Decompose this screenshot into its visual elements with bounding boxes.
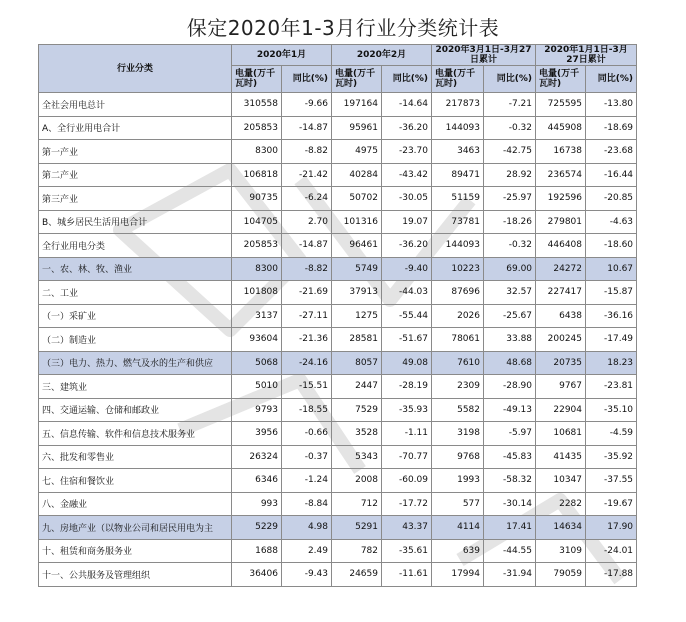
ratio-cell: -8.84 [282,492,332,516]
power-cell: 24659 [332,563,382,587]
power-cell: 5749 [332,257,382,281]
table-row [39,492,637,516]
industry-statistics-table [38,44,637,587]
table-row [39,539,637,563]
power-cell: 5068 [232,351,282,375]
ratio-subheader: 同比(%) [282,66,332,93]
power-cell: 993 [232,492,282,516]
ratio-cell: 2.70 [282,210,332,234]
category-cell: （三）电力、热力、燃气及水的生产和供应 [39,351,232,375]
ratio-cell: -1.11 [382,422,432,446]
power-cell: 4975 [332,140,382,164]
group-header-cumulative: 2020年1月1日-3月27日累计 [536,45,637,66]
ratio-cell: -35.61 [382,539,432,563]
power-cell: 5343 [332,445,382,469]
category-cell: 一、农、林、牧、渔业 [39,257,232,281]
ratio-cell: -18.69 [586,116,637,140]
ratio-cell: 17.90 [586,516,637,540]
power-cell: 577 [432,492,484,516]
power-cell: 310558 [232,93,282,117]
category-cell: 第一产业 [39,140,232,164]
ratio-cell: -23.70 [382,140,432,164]
ratio-cell: -20.85 [586,187,637,211]
table-body [39,93,637,587]
ratio-cell: 28.92 [484,163,536,187]
ratio-cell: -25.97 [484,187,536,211]
power-cell: 217873 [432,93,484,117]
power-cell: 8057 [332,351,382,375]
power-subheader: 电量(万千瓦时) [232,66,282,93]
ratio-cell: -11.61 [382,563,432,587]
category-cell: 四、交通运输、仓储和邮政业 [39,398,232,422]
power-cell: 3463 [432,140,484,164]
category-cell: 第三产业 [39,187,232,211]
category-header: 行业分类 [39,45,232,93]
power-cell: 79059 [536,563,586,587]
ratio-cell: -6.24 [282,187,332,211]
ratio-cell: -4.59 [586,422,637,446]
ratio-cell: -9.66 [282,93,332,117]
table-row [39,116,637,140]
power-cell: 2026 [432,304,484,328]
ratio-cell: -35.10 [586,398,637,422]
ratio-cell: -55.44 [382,304,432,328]
ratio-cell: -28.90 [484,375,536,399]
power-cell: 104705 [232,210,282,234]
power-cell: 200245 [536,328,586,352]
ratio-cell: 2.49 [282,539,332,563]
power-cell: 37913 [332,281,382,305]
ratio-cell: 33.88 [484,328,536,352]
ratio-cell: -36.20 [382,116,432,140]
ratio-cell: -27.11 [282,304,332,328]
ratio-cell: -0.37 [282,445,332,469]
ratio-cell: -30.14 [484,492,536,516]
power-subheader: 电量(万千瓦时) [432,66,484,93]
ratio-cell: -18.60 [586,234,637,258]
ratio-cell: -28.19 [382,375,432,399]
power-cell: 4114 [432,516,484,540]
power-cell: 192596 [536,187,586,211]
ratio-cell: -31.94 [484,563,536,587]
power-cell: 101808 [232,281,282,305]
ratio-cell: -0.32 [484,116,536,140]
power-cell: 16738 [536,140,586,164]
ratio-cell: -21.36 [282,328,332,352]
power-cell: 144093 [432,234,484,258]
category-cell: （二）制造业 [39,328,232,352]
power-cell: 7610 [432,351,484,375]
power-cell: 445908 [536,116,586,140]
ratio-cell: -25.67 [484,304,536,328]
power-cell: 205853 [232,234,282,258]
category-cell: 三、建筑业 [39,375,232,399]
ratio-cell: -43.42 [382,163,432,187]
ratio-cell: -15.51 [282,375,332,399]
ratio-cell: -9.43 [282,563,332,587]
power-cell: 10223 [432,257,484,281]
ratio-cell: -16.44 [586,163,637,187]
category-cell: B、城乡居民生活用电合计 [39,210,232,234]
power-cell: 14634 [536,516,586,540]
ratio-cell: -17.88 [586,563,637,587]
table-row [39,257,637,281]
power-cell: 36406 [232,563,282,587]
ratio-cell: -23.68 [586,140,637,164]
power-cell: 5582 [432,398,484,422]
ratio-cell: -35.92 [586,445,637,469]
ratio-cell: -24.16 [282,351,332,375]
power-cell: 73781 [432,210,484,234]
power-cell: 90735 [232,187,282,211]
table-row [39,140,637,164]
ratio-cell: 17.41 [484,516,536,540]
table-row [39,210,637,234]
power-cell: 2008 [332,469,382,493]
ratio-cell: -37.55 [586,469,637,493]
power-cell: 6346 [232,469,282,493]
category-cell: 十、租赁和商务服务业 [39,539,232,563]
power-cell: 106818 [232,163,282,187]
power-cell: 40284 [332,163,382,187]
ratio-cell: -5.97 [484,422,536,446]
power-cell: 28581 [332,328,382,352]
ratio-cell: -15.87 [586,281,637,305]
ratio-cell: -30.05 [382,187,432,211]
table-row [39,445,637,469]
ratio-subheader: 同比(%) [586,66,637,93]
ratio-cell: 69.00 [484,257,536,281]
table-row [39,469,637,493]
ratio-cell: -70.77 [382,445,432,469]
power-cell: 41435 [536,445,586,469]
power-cell: 639 [432,539,484,563]
ratio-cell: -9.40 [382,257,432,281]
ratio-cell: -23.81 [586,375,637,399]
ratio-cell: -21.42 [282,163,332,187]
table-row [39,163,637,187]
power-cell: 93604 [232,328,282,352]
table-row [39,351,637,375]
category-cell: 全社会用电总计 [39,93,232,117]
power-cell: 17994 [432,563,484,587]
power-cell: 2447 [332,375,382,399]
power-cell: 22904 [536,398,586,422]
power-cell: 78061 [432,328,484,352]
power-cell: 1275 [332,304,382,328]
category-cell: 八、金融业 [39,492,232,516]
power-cell: 205853 [232,116,282,140]
category-cell: 六、批发和零售业 [39,445,232,469]
group-header-jan: 2020年1月 [232,45,332,66]
ratio-cell: -60.09 [382,469,432,493]
ratio-cell: 49.08 [382,351,432,375]
ratio-cell: -19.67 [586,492,637,516]
power-cell: 725595 [536,93,586,117]
power-cell: 712 [332,492,382,516]
power-cell: 3956 [232,422,282,446]
ratio-cell: 18.23 [586,351,637,375]
ratio-cell: -4.63 [586,210,637,234]
table-row [39,375,637,399]
power-cell: 7529 [332,398,382,422]
ratio-cell: -14.87 [282,116,332,140]
power-cell: 5291 [332,516,382,540]
category-cell: A、全行业用电合计 [39,116,232,140]
power-cell: 446408 [536,234,586,258]
ratio-cell: -14.87 [282,234,332,258]
group-header-mar: 2020年3月1日-3月27日累计 [432,45,536,66]
table-row [39,516,637,540]
table-row [39,304,637,328]
ratio-cell: -51.67 [382,328,432,352]
power-cell: 3137 [232,304,282,328]
ratio-cell: 48.68 [484,351,536,375]
ratio-cell: -1.24 [282,469,332,493]
power-cell: 236574 [536,163,586,187]
table-row [39,398,637,422]
category-cell: 二、工业 [39,281,232,305]
ratio-cell: -24.01 [586,539,637,563]
ratio-cell: -17.72 [382,492,432,516]
power-cell: 2309 [432,375,484,399]
power-cell: 6438 [536,304,586,328]
ratio-cell: -13.80 [586,93,637,117]
ratio-cell: -0.32 [484,234,536,258]
table-row [39,93,637,117]
category-cell: （一）采矿业 [39,304,232,328]
ratio-cell: -8.82 [282,140,332,164]
ratio-subheader: 同比(%) [484,66,536,93]
power-cell: 96461 [332,234,382,258]
category-cell: 十一、公共服务及管理组织 [39,563,232,587]
ratio-cell: -14.64 [382,93,432,117]
power-cell: 279801 [536,210,586,234]
ratio-cell: -18.55 [282,398,332,422]
table-row [39,187,637,211]
ratio-cell: -42.75 [484,140,536,164]
table-row [39,563,637,587]
ratio-cell: -36.20 [382,234,432,258]
power-cell: 9767 [536,375,586,399]
ratio-cell: -44.03 [382,281,432,305]
page-title: 保定2020年1-3月行业分类统计表 [186,16,500,40]
power-cell: 24272 [536,257,586,281]
table-row [39,422,637,446]
power-cell: 95961 [332,116,382,140]
ratio-cell: 32.57 [484,281,536,305]
power-cell: 2282 [536,492,586,516]
category-cell: 五、信息传输、软件和信息技术服务业 [39,422,232,446]
ratio-cell: -8.82 [282,257,332,281]
power-cell: 1688 [232,539,282,563]
power-cell: 8300 [232,140,282,164]
ratio-cell: 43.37 [382,516,432,540]
power-cell: 227417 [536,281,586,305]
category-cell: 九、房地产业（以物业公司和居民用电为主 [39,516,232,540]
power-cell: 3109 [536,539,586,563]
ratio-cell: -7.21 [484,93,536,117]
power-cell: 50702 [332,187,382,211]
power-cell: 3198 [432,422,484,446]
ratio-cell: -36.16 [586,304,637,328]
category-cell: 七、住宿和餐饮业 [39,469,232,493]
power-cell: 144093 [432,116,484,140]
table-row [39,281,637,305]
power-subheader: 电量(万千瓦时) [536,66,586,93]
ratio-cell: -0.66 [282,422,332,446]
group-header-feb: 2020年2月 [332,45,432,66]
power-cell: 8300 [232,257,282,281]
power-cell: 5229 [232,516,282,540]
ratio-cell: -35.93 [382,398,432,422]
ratio-cell: 19.07 [382,210,432,234]
ratio-cell: 4.98 [282,516,332,540]
ratio-cell: 10.67 [586,257,637,281]
power-cell: 10681 [536,422,586,446]
power-cell: 51159 [432,187,484,211]
power-cell: 1993 [432,469,484,493]
ratio-cell: -44.55 [484,539,536,563]
power-cell: 26324 [232,445,282,469]
power-cell: 5010 [232,375,282,399]
category-cell: 第二产业 [39,163,232,187]
power-cell: 9793 [232,398,282,422]
power-cell: 10347 [536,469,586,493]
power-cell: 782 [332,539,382,563]
power-cell: 9768 [432,445,484,469]
power-cell: 20735 [536,351,586,375]
ratio-cell: -58.32 [484,469,536,493]
power-cell: 3528 [332,422,382,446]
power-cell: 197164 [332,93,382,117]
ratio-cell: -18.26 [484,210,536,234]
category-cell: 全行业用电分类 [39,234,232,258]
ratio-cell: -49.13 [484,398,536,422]
ratio-cell: -17.49 [586,328,637,352]
power-cell: 101316 [332,210,382,234]
ratio-subheader: 同比(%) [382,66,432,93]
ratio-cell: -45.83 [484,445,536,469]
table-row [39,328,637,352]
power-subheader: 电量(万千瓦时) [332,66,382,93]
table-row [39,234,637,258]
power-cell: 87696 [432,281,484,305]
ratio-cell: -21.69 [282,281,332,305]
power-cell: 89471 [432,163,484,187]
